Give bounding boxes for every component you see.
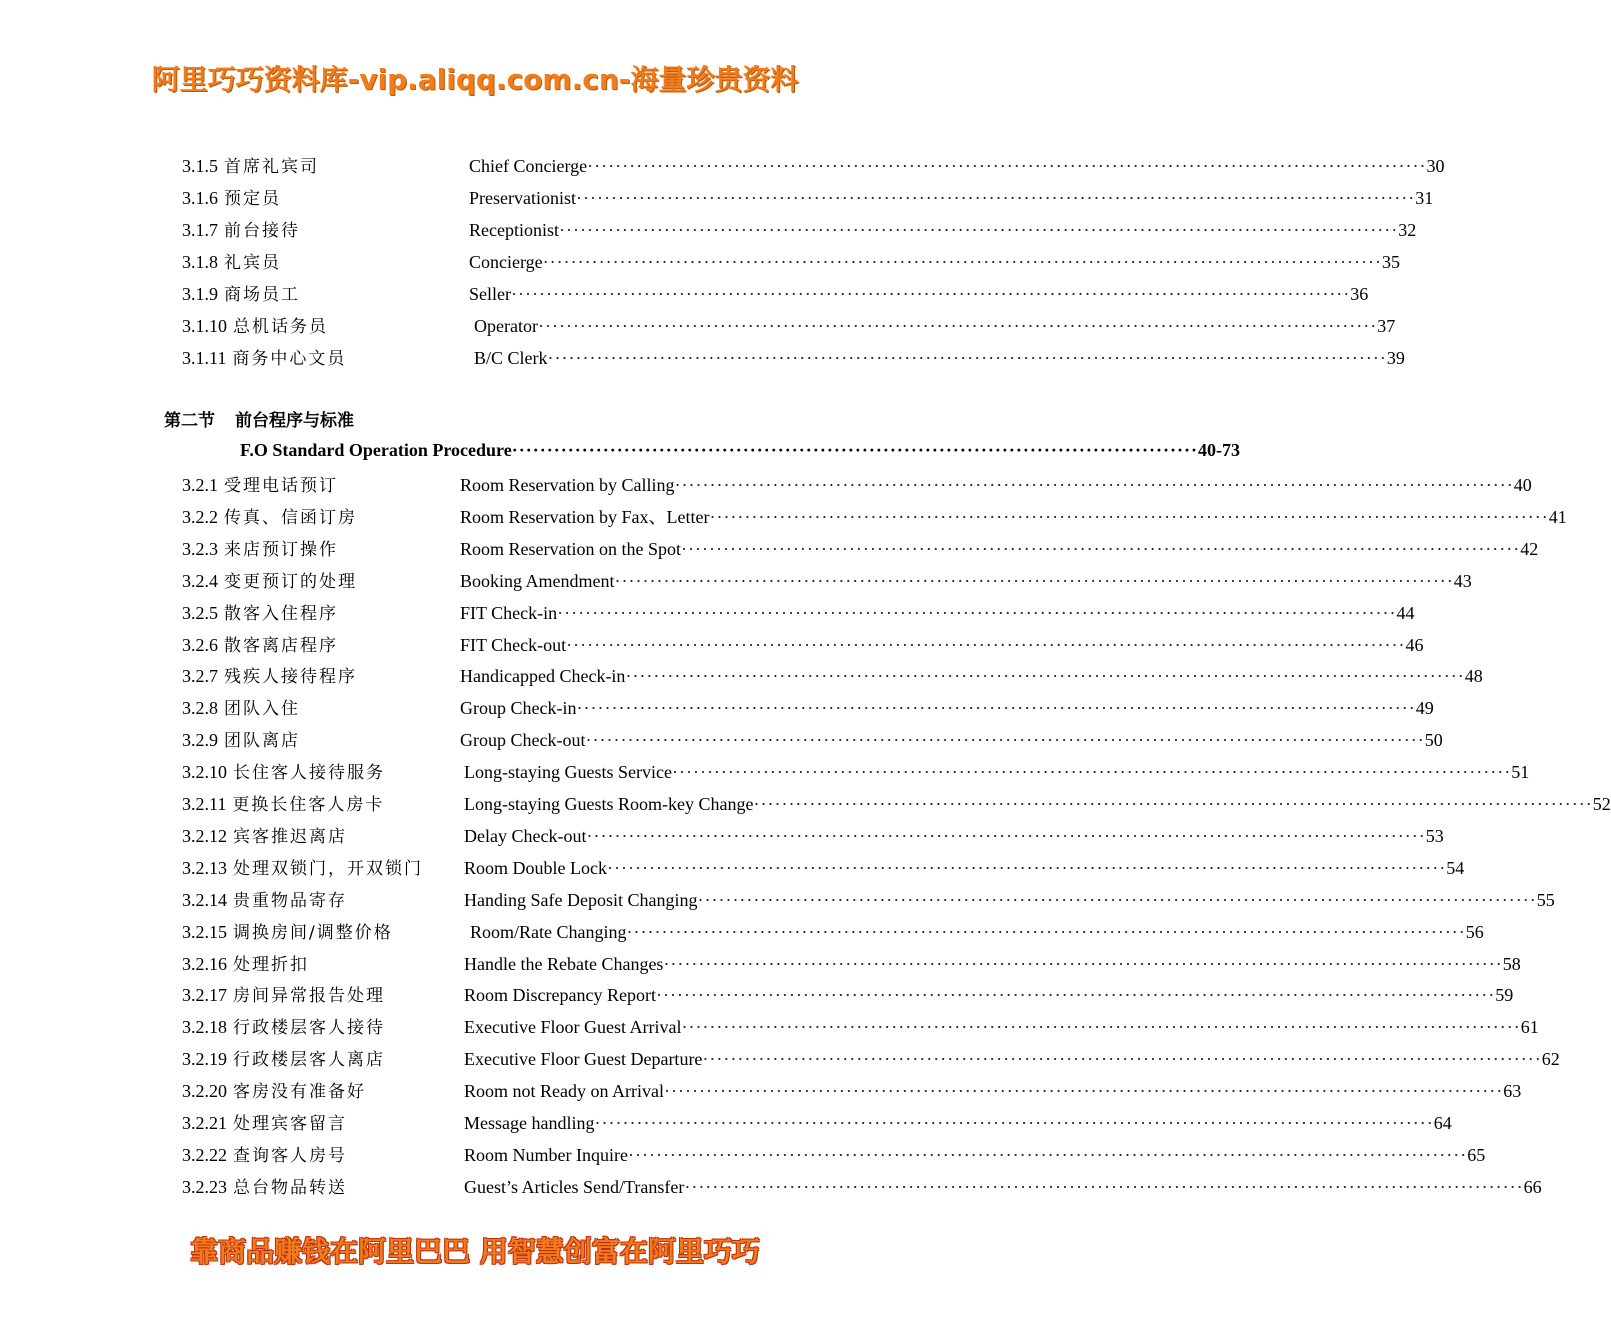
toc-entry (0, 1141, 1486, 1169)
toc-entry-right (474, 312, 1396, 340)
leader-dots: ························································································································ (606, 857, 1447, 878)
toc-entry-title-en: Delay Check-out (464, 825, 587, 846)
toc-entry-title-en: Booking Amendment (460, 570, 615, 591)
leader-dots: ························································································································ (576, 698, 1416, 719)
toc-entry-page: 32 (1398, 220, 1417, 240)
leader-dots: ························································································································ (663, 1081, 1504, 1102)
toc-entry-title-cn: 团队入住 (224, 699, 300, 720)
toc-entry-left (182, 1173, 347, 1202)
toc-entry-title-cn: 宾客推迟离店 (233, 826, 347, 847)
toc-entry-left (182, 918, 393, 947)
section-number: 第二节 (164, 411, 215, 431)
section-title-en: F.O Standard Operation Procedure (240, 440, 512, 460)
toc-entry-left (182, 535, 338, 564)
toc-entry-right (464, 1109, 1452, 1137)
toc-entry-page: 39 (1386, 348, 1405, 368)
toc-entry-title-cn: 处理宾客留言 (233, 1114, 347, 1134)
header-banner: 阿里巧巧资料库-vip.aliqq.com.cn-海量珍贵资料 (151, 63, 799, 96)
toc-entry-number: 3.2.4 (182, 570, 218, 591)
leader-dots: ·································································································· (511, 440, 1198, 460)
toc-entry-number: 3.2.18 (182, 1017, 227, 1038)
toc-entry (0, 694, 1434, 722)
toc-entry-right (464, 822, 1444, 850)
toc-entry-number: 3.2.5 (182, 602, 218, 623)
leader-dots: ························································································································ (558, 220, 1399, 240)
toc-entry (0, 248, 1400, 276)
toc-entry (0, 535, 1539, 563)
toc-entry (0, 950, 1521, 978)
toc-entry-title-cn: 礼宾员 (224, 253, 281, 273)
toc-entry-page: 56 (1465, 921, 1484, 942)
toc-entry-left (182, 758, 385, 787)
toc-entry-right (464, 1045, 1560, 1073)
toc-entry-right (460, 471, 1532, 499)
toc-entry-right (464, 981, 1514, 1009)
leader-dots: ························································································································ (663, 953, 1503, 974)
toc-entry-title-cn: 传真、信函订房 (224, 507, 357, 528)
leader-dots: ························································································································ (594, 1113, 1434, 1133)
toc-entry-title-cn: 客房没有准备好 (233, 1082, 366, 1103)
toc-entry-page: 50 (1424, 730, 1443, 751)
toc-entry-right (460, 535, 1539, 563)
toc-entry-page: 62 (1541, 1049, 1560, 1070)
toc-entry-title-en: Room Discrepancy Report (464, 985, 656, 1006)
toc-entry-right (469, 248, 1400, 276)
toc-entry-title-en: Handicapped Check-in (460, 666, 626, 687)
leader-dots: ························································································································ (614, 570, 1454, 591)
toc-entry-number: 3.2.3 (182, 538, 218, 559)
leader-dots: ························································································································ (542, 252, 1382, 272)
toc-entry-left (182, 344, 346, 373)
toc-entry-number: 3.2.6 (182, 634, 218, 655)
toc-entry (0, 1045, 1560, 1073)
toc-entry (0, 599, 1415, 627)
toc-entry-number: 3.2.16 (182, 953, 227, 974)
toc-entry-title-en: Group Check-in (460, 698, 577, 719)
toc-entry-right (469, 280, 1369, 308)
toc-entry (0, 854, 1465, 882)
toc-entry-left (182, 1077, 366, 1106)
toc-entry-page: 31 (1415, 188, 1434, 208)
toc-entry (0, 631, 1424, 659)
leader-dots: ························································································································ (586, 825, 1426, 846)
toc-entry-page: 52 (1592, 794, 1611, 814)
toc-entry-number: 3.2.17 (182, 985, 227, 1006)
toc-entry-page: 36 (1350, 284, 1369, 304)
toc-entry (0, 822, 1444, 850)
toc-entry-right (464, 1173, 1542, 1201)
toc-entry-right (460, 726, 1443, 754)
toc-entry-title-cn: 变更预订的处理 (224, 571, 357, 592)
toc-entry-page: 30 (1426, 156, 1445, 176)
toc-entry-title-en: Seller (469, 284, 511, 304)
toc-entry-left (182, 694, 300, 723)
toc-entry-number: 3.1.6 (182, 188, 218, 208)
toc-entry-left (182, 822, 347, 851)
toc-entry-left (182, 631, 338, 660)
toc-entry-left (182, 854, 423, 883)
toc-entry-number: 3.1.7 (182, 220, 218, 240)
toc-entry-title-en: Executive Floor Guest Arrival (464, 1017, 682, 1038)
toc-entry-title-cn: 前台接待 (224, 221, 300, 241)
leader-dots: ························································································································ (566, 634, 1406, 655)
toc-entry-title-cn: 调换房间/调整价格 (233, 922, 393, 943)
leader-dots: ························································································································ (585, 730, 1425, 751)
toc-entry-number: 3.2.11 (182, 794, 227, 814)
toc-entry-title-en: FIT Check-in (460, 602, 558, 623)
toc-entry-left (182, 280, 300, 309)
toc-entry (0, 471, 1532, 499)
toc-entry-page: 43 (1453, 570, 1472, 591)
toc-entry (0, 567, 1472, 595)
toc-entry-page: 55 (1536, 889, 1555, 910)
leader-dots: ························································································································ (671, 762, 1512, 783)
toc-entry-page: 58 (1502, 953, 1521, 974)
toc-entry-title-en: Room/Rate Changing (470, 921, 627, 942)
toc-entry-left (182, 216, 300, 245)
toc-entry-title-cn: 房间异常报告处理 (233, 986, 385, 1007)
toc-entry (0, 184, 1434, 212)
toc-entry-number: 3.2.2 (182, 506, 218, 527)
leader-dots: ························································································································ (753, 794, 1593, 814)
toc-entry-right (464, 1077, 1522, 1105)
toc-entry-right (460, 694, 1434, 722)
leader-dots: ························································································································ (684, 1176, 1524, 1197)
toc-entry (0, 1109, 1452, 1137)
toc-entry-title-cn: 预定员 (224, 189, 281, 209)
toc-entry-number: 3.2.20 (182, 1081, 227, 1102)
toc-entry-number: 3.2.23 (182, 1176, 227, 1197)
toc-entry-title-cn: 查询客人房号 (233, 1145, 347, 1166)
toc-entry-right (460, 599, 1415, 627)
toc-entry (0, 662, 1483, 690)
toc-entry (0, 503, 1567, 531)
toc-entry-right (464, 1013, 1539, 1041)
toc-entry-left (182, 567, 357, 596)
toc-entry-right (460, 662, 1483, 690)
toc-entry-title-en: Handing Safe Deposit Changing (464, 889, 698, 910)
toc-entry-page: 54 (1446, 857, 1465, 878)
toc-entry (0, 1077, 1522, 1105)
toc-entry-title-en: Handle the Rebate Changes (464, 953, 664, 974)
toc-entry-number: 3.2.14 (182, 889, 227, 910)
toc-entry-left (182, 248, 281, 277)
toc-entry-number: 3.2.7 (182, 666, 218, 687)
toc-entry-right (464, 790, 1611, 818)
toc-entry-title-cn: 处理双锁门，开双锁门 (233, 858, 423, 879)
toc-entry-title-en: B/C Clerk (474, 348, 548, 368)
toc-entry-left (182, 1109, 347, 1138)
toc-entry-page: 63 (1503, 1081, 1522, 1102)
toc-entry-title-en: Preservationist (469, 188, 576, 208)
toc-entry-page: 53 (1425, 825, 1444, 846)
toc-entry-left (182, 662, 357, 691)
section-title-en-row (240, 440, 1240, 461)
toc-entry (0, 758, 1530, 786)
section-heading (164, 406, 354, 431)
leader-dots: ························································································································ (681, 1017, 1521, 1038)
toc-entry-title-en: Group Check-out (460, 730, 586, 751)
toc-entry-number: 3.1.11 (182, 348, 227, 368)
toc-entry-number: 3.2.21 (182, 1113, 227, 1133)
toc-entry (0, 216, 1417, 244)
toc-entry-page: 40 (1513, 475, 1532, 495)
leader-dots: ························································································································ (655, 985, 1496, 1006)
toc-entry-title-en: Message handling (464, 1113, 595, 1133)
toc-entry-number: 3.2.15 (182, 921, 227, 942)
toc-entry-number: 3.2.12 (182, 825, 227, 846)
toc-entry-right (464, 950, 1521, 978)
toc-entry-left (182, 1013, 385, 1042)
toc-entry-right (470, 918, 1484, 946)
toc-entry-right (464, 1141, 1486, 1169)
toc-entry-title-en: Receptionist (469, 220, 559, 240)
leader-dots: ························································································································ (511, 284, 1351, 304)
toc-entry (0, 312, 1396, 340)
toc-entry-number: 3.2.22 (182, 1144, 227, 1165)
leader-dots: ························································································································ (702, 1049, 1542, 1070)
toc-entry-number: 3.1.8 (182, 252, 218, 272)
toc-entry (0, 790, 1611, 818)
toc-entry-title-cn: 行政楼层客人离店 (233, 1050, 385, 1071)
toc-entry-left (182, 981, 385, 1010)
toc-entry-page: 49 (1415, 698, 1434, 719)
leader-dots: ························································································································ (697, 889, 1537, 910)
footer-banner: 靠商品赚钱在阿里巴巴 用智慧创富在阿里巧巧 (190, 1235, 760, 1268)
toc-entry (0, 886, 1555, 914)
toc-entry-title-en: Room Double Lock (464, 857, 607, 878)
leader-dots: ························································································································ (625, 666, 1465, 687)
toc-entry-page: 64 (1433, 1113, 1452, 1133)
toc-entry (0, 1173, 1542, 1201)
toc-entry-title-en: Room Reservation by Calling (460, 475, 675, 495)
leader-dots: ························································································································ (587, 156, 1427, 176)
toc-entry-page: 44 (1396, 602, 1415, 623)
toc-entry-number: 3.1.5 (182, 156, 218, 176)
toc-entry-page: 51 (1511, 762, 1530, 783)
leader-dots: ························································································································ (547, 348, 1387, 368)
toc-entry-number: 3.2.19 (182, 1049, 227, 1070)
toc-entry-title-cn: 散客入住程序 (224, 603, 338, 624)
toc-entry-right (469, 152, 1445, 180)
toc-entry-left (182, 471, 338, 500)
toc-entry-page: 65 (1467, 1144, 1486, 1165)
toc-entry (0, 726, 1443, 754)
toc-entry-page: 48 (1464, 666, 1483, 687)
toc-entry-left (182, 790, 384, 819)
toc-entry-number: 3.2.10 (182, 762, 227, 783)
toc-entry-title-cn: 商场员工 (224, 285, 300, 305)
toc-entry-title-en: Chief Concierge (469, 156, 588, 176)
toc-entry-title-cn: 商务中心文员 (232, 349, 347, 369)
toc-entry-title-en: Room Reservation on the Spot (460, 538, 681, 559)
leader-dots: ························································································································ (674, 475, 1514, 495)
toc-entry-left (182, 184, 281, 213)
toc-entry-right (469, 216, 1417, 244)
toc-entry-number: 3.1.10 (182, 316, 227, 336)
toc-entry-title-en: Room Number Inquire (464, 1144, 628, 1165)
leader-dots: ························································································································ (680, 538, 1521, 559)
toc-entry-page: 66 (1523, 1176, 1542, 1197)
toc-entry-right (460, 567, 1472, 595)
toc-entry-page: 46 (1405, 634, 1424, 655)
toc-entry-title-en: Guest’s Articles Send/Transfer (464, 1176, 685, 1197)
section-pages: 40-73 (1197, 440, 1240, 460)
toc-entry (0, 918, 1484, 946)
toc-entry-number: 3.2.13 (182, 857, 227, 878)
toc-entry-page: 37 (1377, 316, 1396, 336)
toc-entry-title-cn: 散客离店程序 (224, 635, 338, 656)
toc-entry-right (460, 631, 1424, 659)
toc-entry-title-cn: 来店预订操作 (224, 539, 338, 560)
toc-entry-right (464, 854, 1465, 882)
toc-entry-left (182, 886, 347, 915)
toc-entry-number: 3.1.9 (182, 284, 218, 304)
toc-entry-left (182, 1141, 347, 1170)
toc-entry-left (182, 312, 328, 341)
toc-entry-page: 35 (1381, 252, 1400, 272)
toc-entry-title-en: Long-staying Guests Service (464, 762, 672, 783)
toc-entry-left (182, 152, 319, 181)
toc-entry-page: 59 (1495, 985, 1514, 1006)
toc-entry-right (474, 344, 1405, 372)
toc-entry-right (464, 886, 1555, 914)
leader-dots: ························································································································ (709, 506, 1549, 527)
toc-entry-title-cn: 贵重物品寄存 (233, 890, 347, 911)
toc-entry-title-cn: 总机话务员 (233, 317, 328, 337)
toc-entry-title-cn: 长住客人接待服务 (233, 763, 385, 784)
toc-entry-page: 42 (1520, 538, 1539, 559)
toc-entry-title-en: FIT Check-out (460, 634, 567, 655)
toc-entry-right (469, 184, 1434, 212)
toc-entry-number: 3.2.8 (182, 698, 218, 719)
toc-entry-page: 41 (1548, 506, 1567, 527)
toc-entry-title-cn: 行政楼层客人接待 (233, 1018, 385, 1039)
toc-entry-number: 3.2.9 (182, 730, 218, 751)
section-title-cn: 前台程序与标准 (235, 411, 354, 431)
toc-entry-left (182, 503, 357, 532)
toc-entry (0, 280, 1369, 308)
toc-entry-title-cn: 受理电话预订 (224, 476, 338, 496)
toc-entry-title-cn: 残疾人接待程序 (224, 667, 357, 688)
leader-dots: ························································································································ (557, 602, 1397, 623)
leader-dots: ························································································································ (575, 188, 1416, 208)
toc-entry-right (460, 503, 1567, 531)
leader-dots: ························································································································ (627, 1144, 1468, 1165)
leader-dots: ························································································································ (626, 921, 1466, 942)
toc-entry-page: 61 (1520, 1017, 1539, 1038)
toc-entry-title-en: Room Reservation by Fax、Letter (460, 506, 710, 527)
toc-entry (0, 344, 1405, 372)
toc-entry-title-cn: 首席礼宾司 (224, 157, 319, 177)
toc-entry (0, 1013, 1539, 1041)
toc-entry-title-en: Concierge (469, 252, 543, 272)
toc-entry-number: 3.2.1 (182, 475, 218, 495)
toc-entry-title-cn: 更换长住客人房卡 (232, 795, 385, 815)
toc-entry-title-cn: 团队离店 (224, 731, 300, 752)
toc-entry-title-cn: 总台物品转送 (233, 1177, 347, 1198)
toc-entry-title-en: Room not Ready on Arrival (464, 1081, 664, 1102)
toc-entry-right (464, 758, 1530, 786)
toc-entry-left (182, 726, 300, 755)
toc-entry (0, 981, 1514, 1009)
toc-entry-left (182, 1045, 385, 1074)
toc-entry-title-en: Operator (474, 316, 538, 336)
toc-entry-title-en: Executive Floor Guest Departure (464, 1049, 703, 1070)
toc-entry-left (182, 950, 309, 979)
toc-entry-left (182, 599, 338, 628)
toc-entry-title-cn: 处理折扣 (233, 954, 309, 975)
toc-entry-title-en: Long-staying Guests Room-key Change (464, 794, 754, 814)
leader-dots: ························································································································ (537, 316, 1378, 336)
toc-entry (0, 152, 1445, 180)
